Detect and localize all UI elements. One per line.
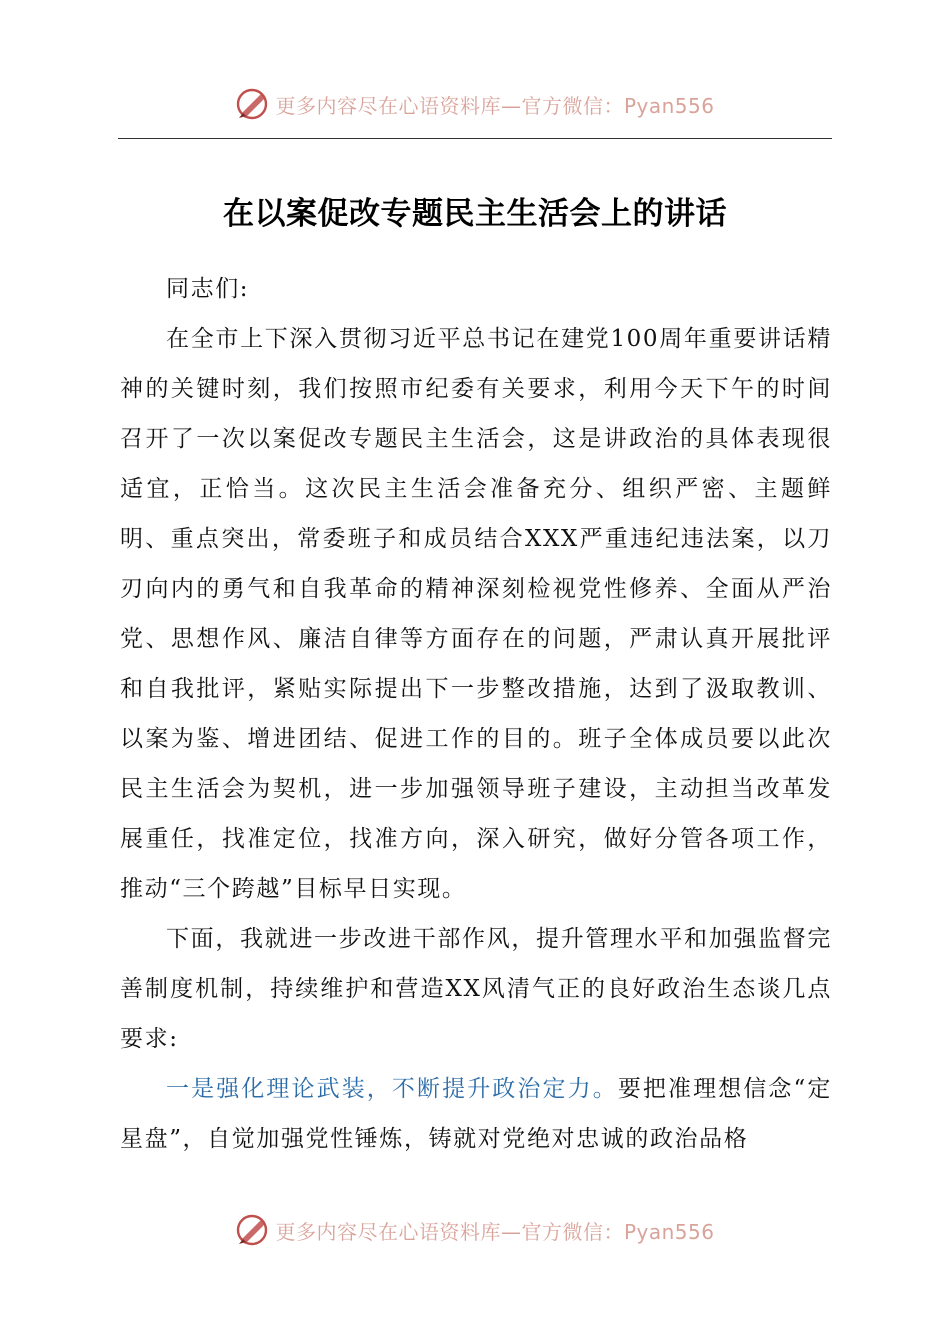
header-watermark <box>0 82 950 126</box>
paragraph-1: 在全市上下深入贯彻习近平总书记在建党100周年重要讲话精神的关键时刻，我们按照市纪委有关要求，利用今天下午的时间召开了一次以案促改专题民主生活会，这是讲政治的具体表现很适宜，正恰当。这次民主生活会准备充分、组织严密、主题鲜明、重点突出，常委班子和成员结合XXX严重违纪违法案，以刀刃向内的勇气和自我革命的精神深刻检视党性修养、全面从严治党、思想作风、廉洁自律等方面存在的问题，严肃认真开展批评和自我批评，紧贴实际提出下一步整改措施，达到了汲取教训、以案为鉴、增进团结、促进工作的目的。班子全体成员要以此次民主生活会为契机，进一步加强领导班子建设，主动担当改革发展重任，找准定位，找准方向，深入研究，做好分管各项工作，推动“三个跨越”目标早日实现。 <box>120 326 832 902</box>
pen-logo-icon <box>235 1212 271 1248</box>
point-one-heading: 一是强化理论武装，不断提升政治定力。 <box>166 1076 618 1102</box>
watermark-text: 更多内容尽在心语资料库—官方微信：Pyan556 <box>275 1219 715 1244</box>
footer-watermark <box>0 1208 950 1252</box>
paragraph-3 <box>120 1064 832 1164</box>
salutation: 同志们: <box>166 276 250 302</box>
paragraph-2: 下面，我就进一步改进干部作风，提升管理水平和加强监督完善制度机制，持续维护和营造XX风清气正的良好政治生态谈几点要求: <box>120 926 832 1052</box>
pen-logo-icon <box>235 86 271 122</box>
watermark-text: 更多内容尽在心语资料库—官方微信：Pyan556 <box>275 93 715 118</box>
header-divider <box>118 138 832 139</box>
page-title: 在以案促改专题民主生活会上的讲话 <box>223 196 727 232</box>
speech-body <box>120 264 832 1164</box>
point-one-text: 要把准理想信念“定星盘”，自觉加强党性锤炼，铸就对党绝对忠诚的政治品格 <box>120 1076 832 1152</box>
